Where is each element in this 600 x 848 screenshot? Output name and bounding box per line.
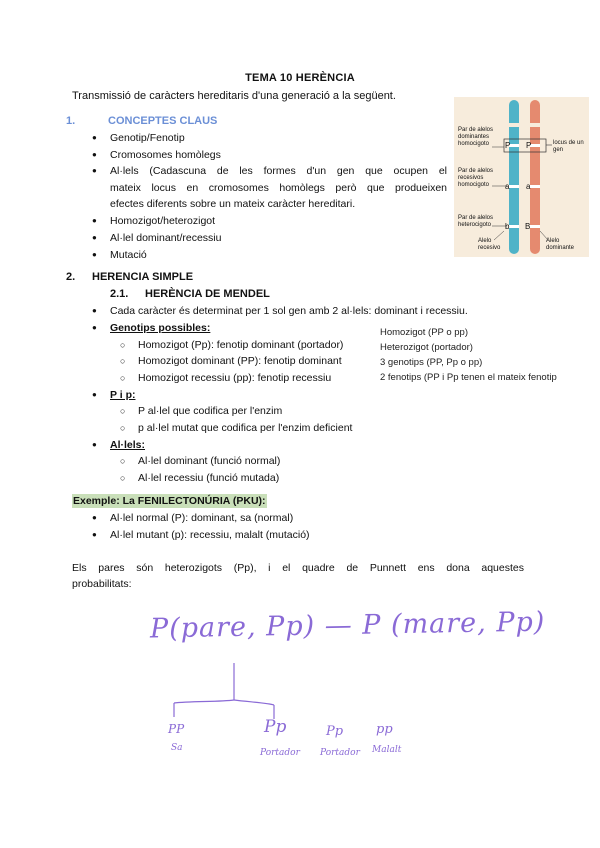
- chromosome-figure: [454, 97, 589, 257]
- figure-allele-P-right: P: [526, 141, 532, 150]
- example-label: Exemple: La FENILECTONÚRIA (PKU):: [73, 495, 266, 507]
- genotip-item-3: ○ Homozigot recessiu (pp): fenotip recessiu: [138, 371, 331, 385]
- bullet-mendel-rule: ● Cada caràcter és determinat per 1 sol gen amb 2 al·lels: dominant i recessiu.: [110, 304, 468, 318]
- side-note-4: 2 fenotips (PP i Pp tenen el mateix fenotip: [380, 372, 557, 383]
- side-note-3: 3 genotips (PP, Pp o pp): [380, 357, 483, 368]
- figure-label-homo-rec: Par de alelos recesivos homocigoto: [458, 168, 494, 188]
- alels-item-1: ○ Al·lel dominant (funció normal): [138, 454, 280, 468]
- bullet-homozigot: ● Homozigot/heterozigot: [110, 214, 215, 228]
- genotip-item-2: ○ Homozigot dominant (PP): fenotip dominant: [138, 354, 342, 368]
- child-genotype-1: PP: [168, 722, 185, 736]
- bullet-alels-label: ● Al·lels:: [110, 438, 145, 452]
- child-genotype-4: pp: [376, 722, 393, 737]
- figure-allele-a-left: a: [505, 182, 510, 191]
- subsection-heading: HERÈNCIA DE MENDEL: [145, 288, 270, 300]
- subsection-number: 2.1.: [110, 288, 129, 300]
- bullet-alels-line1: ● Al·lels (Cadascuna de les formes d'un gen que ocupen el: [110, 164, 447, 178]
- handwritten-parents: P(pare, Pp) — P (mare, Pp): [149, 606, 546, 645]
- bullet-alels-line3: efectes diferents sobre un mateix caràcter hereditari.: [110, 198, 356, 210]
- figure-allele-b: b: [505, 222, 510, 231]
- figure-label-dom-allele: Alelo dominante: [546, 238, 575, 251]
- parents-text-line2: probabilitats:: [72, 578, 132, 590]
- bullet-alel-dominant: ● Al·lel dominant/recessiu: [110, 231, 221, 245]
- figure-allele-P-left: P: [505, 141, 511, 150]
- figure-allele-B: B: [525, 222, 531, 231]
- pip-item-1: ○ P al·lel que codifica per l'enzim: [138, 404, 282, 418]
- section1-heading: CONCEPTES CLAUS: [108, 115, 218, 127]
- figure-allele-a-right: a: [526, 182, 531, 191]
- section2-heading: HERENCIA SIMPLE: [92, 271, 194, 283]
- child-caption-1: Sa: [171, 743, 183, 753]
- genotip-item-1: ○ Homozigot (Pp): fenotip dominant (portador): [138, 338, 343, 352]
- figure-label-hetero: Par de alelos heterocigoto: [458, 215, 494, 228]
- page-title: TEMA 10 HERÈNCIA: [245, 72, 355, 84]
- section2-number: 2.: [66, 271, 76, 283]
- pip-item-2: ○ p al·lel mutat que codifica per l'enzim deficient: [138, 421, 352, 435]
- example-item-1: ● Al·lel normal (P): dominant, sa (normal): [110, 511, 293, 525]
- figure-label-homo-dom: Par de alelos dominantes homocigoto: [458, 127, 494, 147]
- child-caption-2: Portador: [260, 748, 300, 758]
- bullet-genotips-label: ● Genotips possibles:: [110, 321, 210, 335]
- child-caption-3: Portador: [320, 748, 360, 758]
- figure-label-rec-allele: Alelo recesivo: [478, 238, 501, 251]
- parents-text-line1: Els pares són heterozigots (Pp), i el quadre de Punnett ens dona aquestes: [72, 562, 524, 574]
- figure-label-locus: locus de un gen: [553, 140, 584, 153]
- child-genotype-3: Pp: [326, 724, 344, 739]
- side-note-1: Homozigot (PP o pp): [380, 327, 469, 338]
- bullet-cromosomes: ● Cromosomes homòlegs: [110, 148, 221, 162]
- side-note-2: Heterozigot (portador): [380, 342, 473, 353]
- intro-text: Transmissió de caràcters hereditaris d'una generació a la següent.: [72, 90, 396, 102]
- example-item-2: ● Al·lel mutant (p): recessiu, malalt (mutació): [110, 528, 310, 542]
- child-genotype-2: Pp: [264, 717, 287, 737]
- alels-item-2: ○ Al·lel recessiu (funció mutada): [138, 471, 279, 485]
- bullet-genotip: ● Genotip/Fenotip: [110, 131, 185, 145]
- section1-number: 1.: [66, 115, 76, 127]
- child-caption-4: Malalt: [372, 745, 402, 755]
- bullet-pip-label: ● P i p:: [110, 388, 135, 402]
- bullet-alels-line2: mateix locus en cromosomes homòlegs però que produeixen: [110, 182, 447, 194]
- bullet-mutacio: ● Mutació: [110, 248, 147, 262]
